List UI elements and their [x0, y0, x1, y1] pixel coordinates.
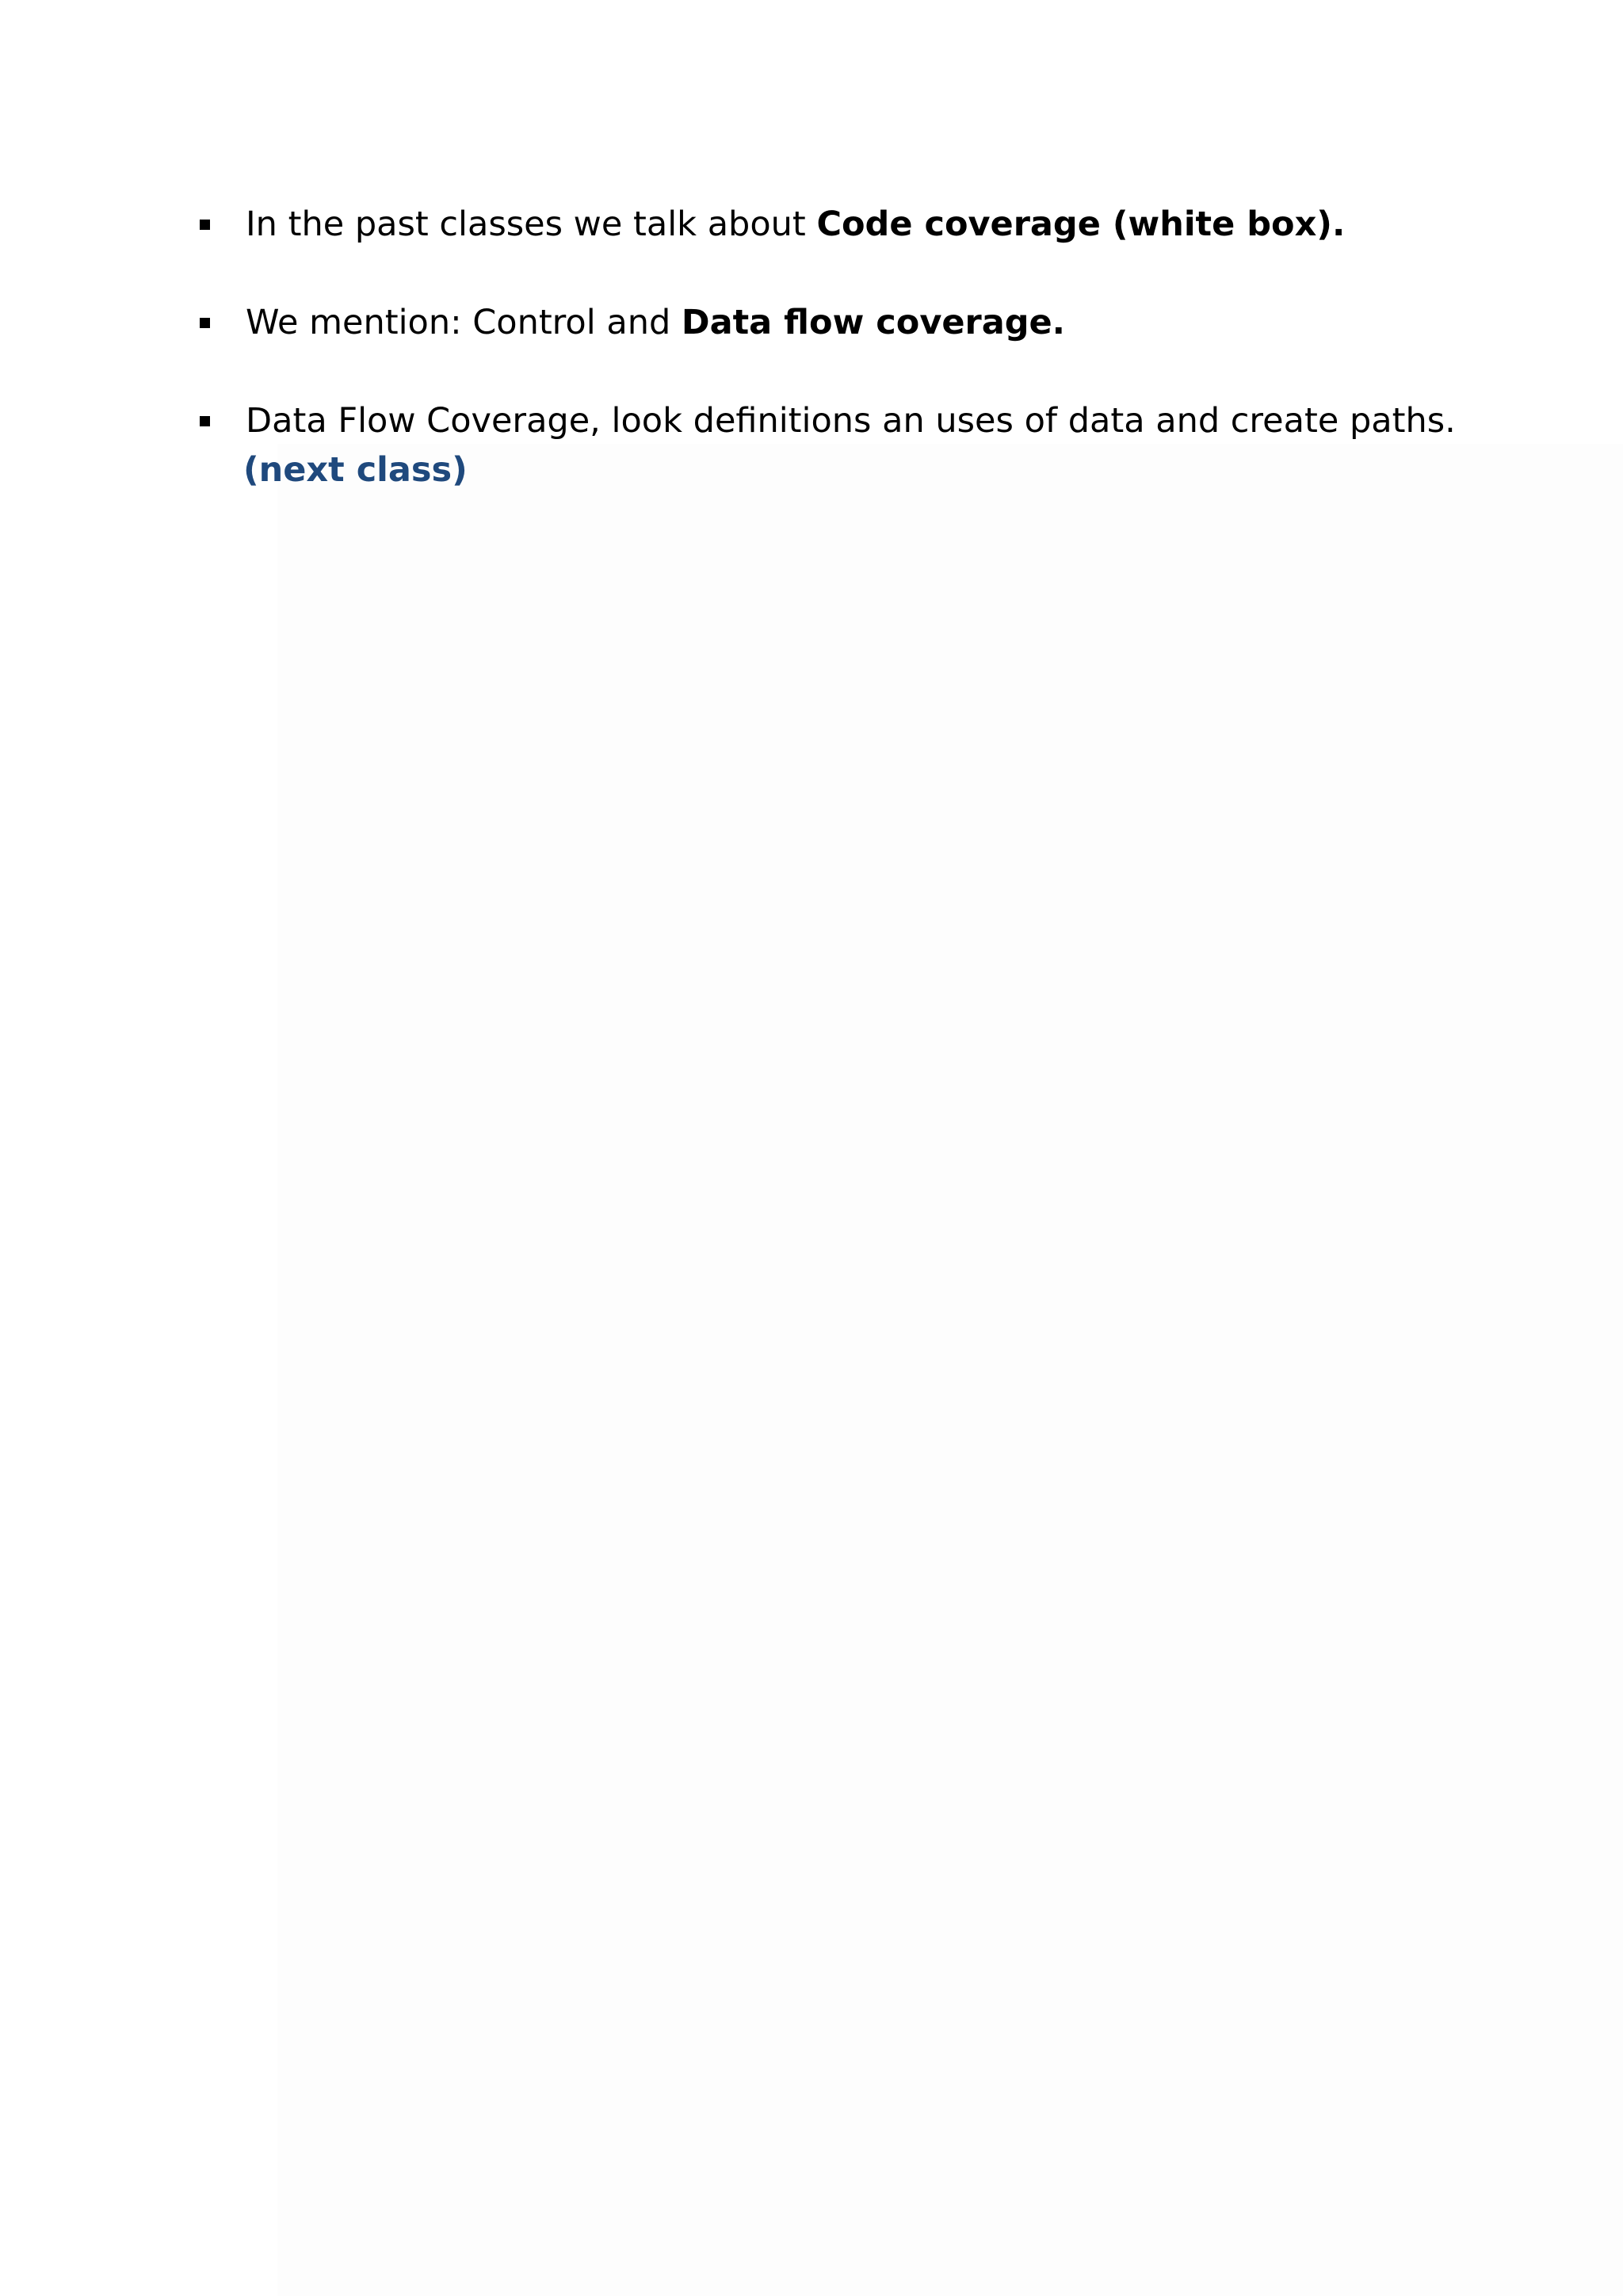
page-background [277, 444, 1623, 2296]
bullet-text: We mention: Control and [246, 303, 682, 342]
next-class-note: (next class) [243, 450, 468, 490]
bullet-text: In the past classes we talk about [246, 204, 817, 244]
square-bullet-icon [200, 220, 210, 230]
bullet-item-code-coverage [198, 200, 1545, 249]
square-bullet-icon [200, 416, 210, 426]
bullet-item-control-data-flow [198, 298, 1545, 347]
bullet-bold-text: Code coverage (white box). [816, 204, 1346, 244]
bullet-list [198, 200, 1545, 544]
bullet-bold-text: Data flow coverage. [681, 303, 1066, 342]
bullet-item-data-flow-coverage [198, 396, 1545, 495]
square-bullet-icon [200, 318, 210, 328]
bullet-text: Data Flow Coverage, look definitions an uses of data and create paths. [246, 401, 1456, 441]
